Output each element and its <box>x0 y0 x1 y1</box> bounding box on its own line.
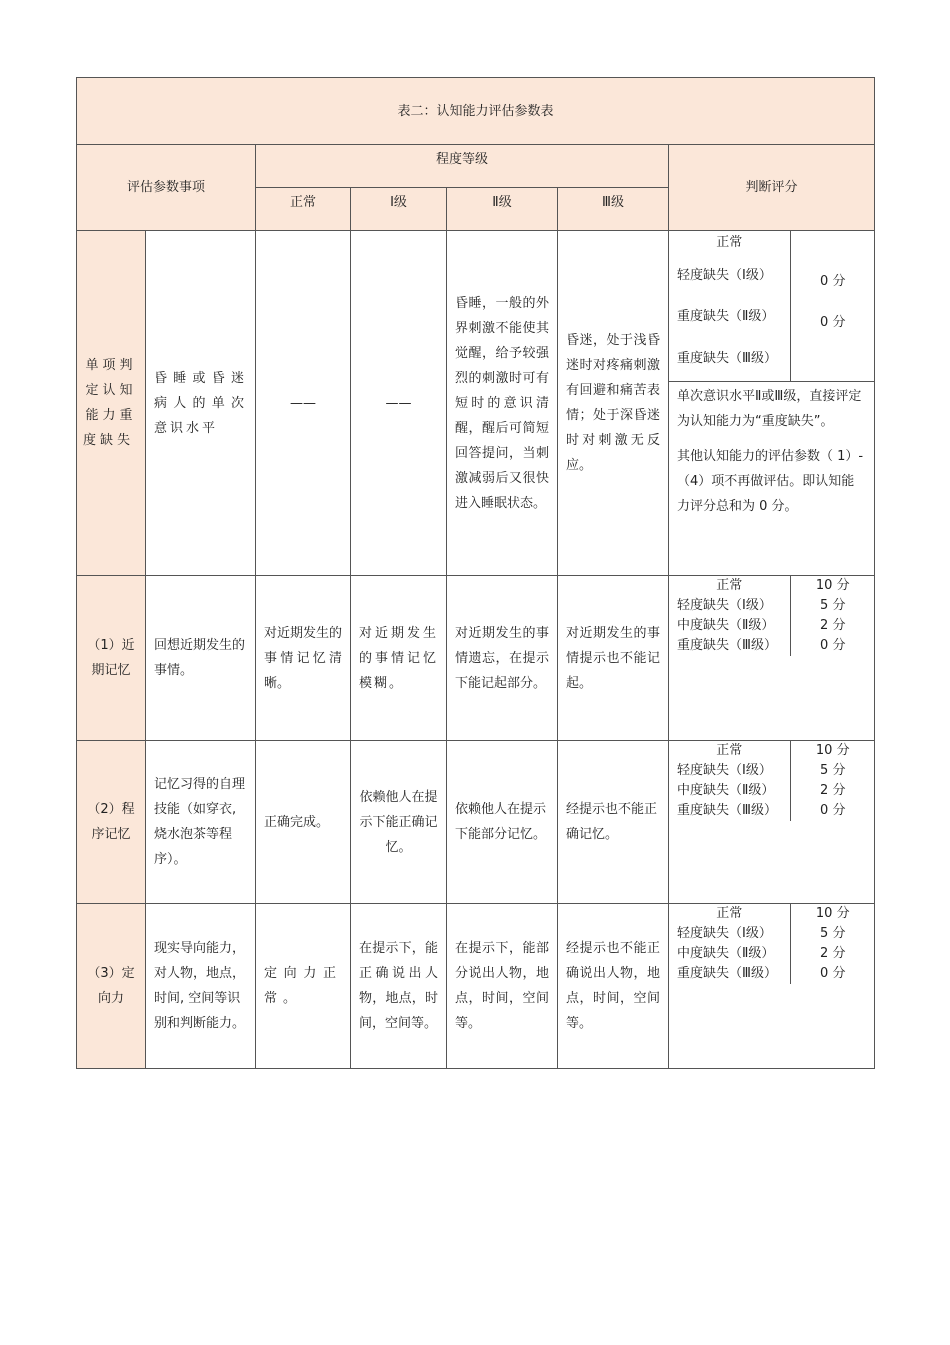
score-points: 5 分 <box>790 924 875 944</box>
score-points: 10 分 <box>790 904 875 924</box>
score-label: 中度缺失（Ⅱ级） <box>677 946 775 961</box>
row-level1: 在提示下，能正确说出人物，地点，时间，空间等。 <box>351 904 447 1069</box>
score-label: 轻度缺失（Ⅰ级） <box>677 763 772 778</box>
row-level2: 对近期发生的事情遗忘，在提示下能记起部分。 <box>447 576 558 741</box>
table-row <box>77 904 875 1069</box>
table-row <box>77 741 875 904</box>
score-points: 10 分 <box>790 576 875 596</box>
header-level-1: Ⅰ级 <box>351 188 447 231</box>
row-level2: 昏睡，一般的外界刺激不能使其觉醒，给予较强烈的刺激时可有短时的意识清醒，醒后可简短回答提问，当刺激减弱后又很快进入睡眠状态。 <box>447 231 558 576</box>
row-level3: 经提示也不能正确记忆。 <box>558 741 669 904</box>
score-label: 重度缺失（Ⅲ级） <box>677 350 777 366</box>
score-points: 2 分 <box>790 944 875 964</box>
row-category: 单项判定认知能力重度缺失 <box>77 231 146 576</box>
row-level1: —— <box>351 231 447 576</box>
note-direct-judgement: 单次意识水平Ⅱ或Ⅲ级，直接评定为认知能力为“重度缺失”。 <box>677 388 862 429</box>
score-points: 0 分 <box>790 801 875 821</box>
header-level-normal: 正常 <box>256 188 351 231</box>
score-label: 轻度缺失（Ⅰ级） <box>677 267 772 283</box>
score-label: 正常 <box>716 906 743 921</box>
score-table <box>669 741 875 821</box>
score-label: 轻度缺失（Ⅰ级） <box>677 598 772 613</box>
score-label: 正常 <box>716 578 743 593</box>
row-level1: 依赖他人在提示下能正确记忆。 <box>351 741 447 904</box>
row-level1: 对近期发生的事情记忆模糊。 <box>351 576 447 741</box>
score-points: 5 分 <box>790 761 875 781</box>
note-skip-items: 其他认知能力的评估参数（ 1）-（4）项不再做评估。即认知能力评分总和为 0 分。 <box>677 448 864 514</box>
row-level2: 在提示下，能部分说出人物，地点，时间，空间等。 <box>447 904 558 1069</box>
score-points: 2 分 <box>790 616 875 636</box>
score-label: 重度缺失（Ⅲ级） <box>677 966 777 981</box>
score-points: 0 分 <box>820 315 846 330</box>
score-note <box>669 381 875 537</box>
score-cell <box>669 576 875 741</box>
row-normal: —— <box>256 231 351 576</box>
header-degree: 程度等级 <box>256 145 669 188</box>
score-table <box>669 576 875 656</box>
score-table <box>669 231 875 537</box>
score-label: 中度缺失（Ⅱ级） <box>677 618 775 633</box>
table-row <box>77 576 875 741</box>
header-item: 评估参数事项 <box>77 145 256 231</box>
row-item: 记忆习得的自理技能（如穿衣, 烧水泡茶等程序）。 <box>146 741 256 904</box>
header-level-2: Ⅱ级 <box>447 188 558 231</box>
row-category: （3）定向力 <box>77 904 146 1069</box>
table-row <box>77 231 875 576</box>
assessment-table <box>76 77 875 1069</box>
row-category: （2）程序记忆 <box>77 741 146 904</box>
score-table <box>669 904 875 984</box>
score-label: 中度缺失（Ⅱ级） <box>677 783 775 798</box>
score-cell <box>669 741 875 904</box>
score-label: 正常 <box>716 235 743 250</box>
row-item: 回想近期发生的事情。 <box>146 576 256 741</box>
row-item: 现实导向能力，对人物，地点，时间, 空间等识别和判断能力。 <box>146 904 256 1069</box>
score-points: 0 分 <box>790 964 875 984</box>
score-points: 5 分 <box>790 596 875 616</box>
score-label: 轻度缺失（Ⅰ级） <box>677 926 772 941</box>
row-level3: 对近期发生的事情提示也不能记起。 <box>558 576 669 741</box>
score-label: 重度缺失（Ⅲ级） <box>677 803 777 818</box>
row-category: （1）近期记忆 <box>77 576 146 741</box>
table-title: 表二：认知能力评估参数表 <box>77 78 875 145</box>
header-level-3: Ⅲ级 <box>558 188 669 231</box>
score-points: 2 分 <box>790 781 875 801</box>
score-label: 正常 <box>716 743 743 758</box>
row-item: 昏睡或昏迷病人的单次意识水平 <box>146 231 256 576</box>
row-normal: 对近期发生的事情记忆清晰。 <box>256 576 351 741</box>
row-normal: 正确完成。 <box>256 741 351 904</box>
score-label: 重度缺失（Ⅱ级） <box>677 308 775 324</box>
row-level3: 经提示也不能正确说出人物，地点，时间，空间等。 <box>558 904 669 1069</box>
score-points: 10 分 <box>790 741 875 761</box>
score-label: 重度缺失（Ⅲ级） <box>677 638 777 653</box>
score-points: 0 分 <box>820 274 846 289</box>
score-cell <box>669 231 875 576</box>
row-normal: 定向力正常。 <box>256 904 351 1069</box>
score-points: 0 分 <box>790 636 875 656</box>
header-judge: 判断评分 <box>669 145 875 231</box>
row-level3: 昏迷，处于浅昏迷时对疼痛刺激有回避和痛苦表情；处于深昏迷时对刺激无反应。 <box>558 231 669 576</box>
score-cell <box>669 904 875 1069</box>
row-level2: 依赖他人在提示下能部分记忆。 <box>447 741 558 904</box>
